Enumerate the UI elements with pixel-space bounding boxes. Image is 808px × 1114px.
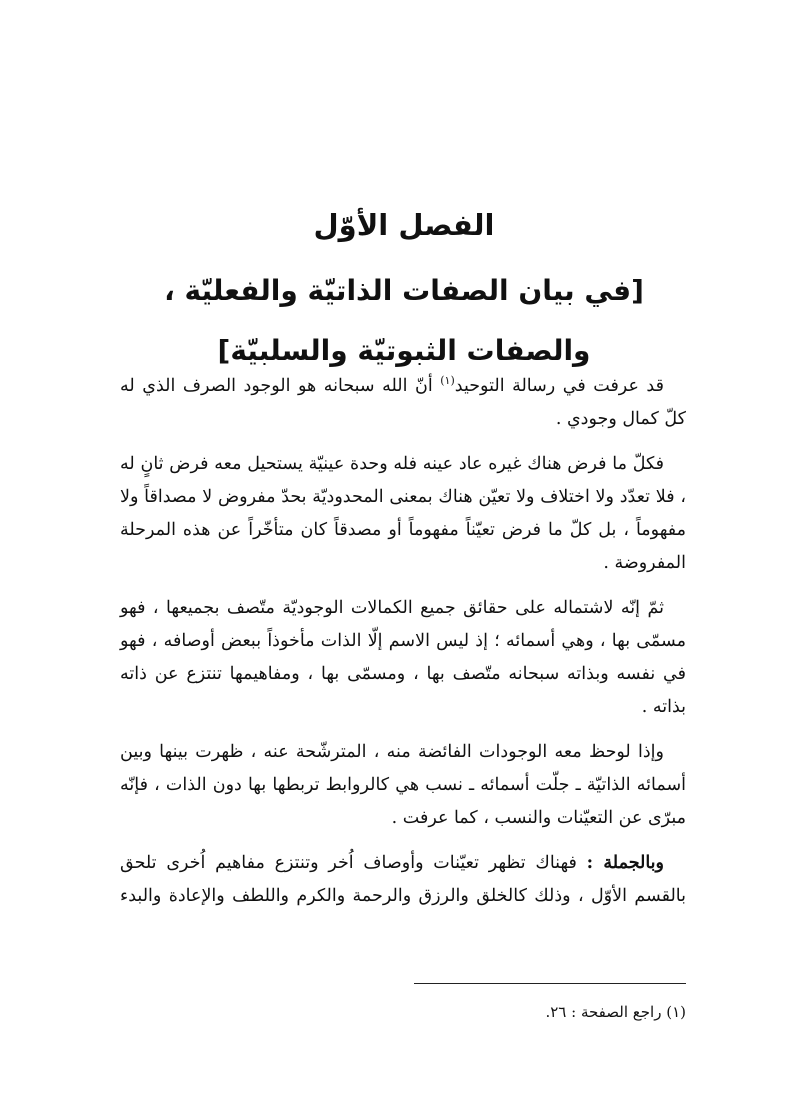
paragraph-1-text-end: أنّ الله سبحانه هو الوجود الصرف الذي له كلّ كمال وجودي . — [120, 376, 686, 429]
paragraph-2: فكلّ ما فرض هناك غيره عاد عينه فله وحدة عينيّة يستحيل معه فرض ثانٍ له ، فلا تعدّد ولا اختلاف ولا تعيّن هناك بمعنى المحدوديّة بحدّ مفروض لا مصداقاً ولا مفهوماً ، بل كلّ ما فرض تعيّناً مفهوماً أو مصدقاً كان متأخّراً عن هذه المرحلة المفروضة . — [120, 454, 686, 573]
paragraph-4: وإذا لوحظ معه الوجودات الفائضة منه ، المترشّحة عنه ، ظهرت بينها وبين أسمائه الذاتيّة ـ جلّت أسمائه ـ نسب هي كالروابط تربطها بها دون الذات ، فإنّه مبرّى عن التعيّنات والنسب ، كما عرفت . — [120, 742, 686, 828]
chapter-subtitle-line-1: [في بيان الصفات الذاتيّة والفعليّة ، — [164, 274, 644, 307]
paragraph-3: ثمّ إنّه لاشتماله على حقائق جميع الكمالات الوجوديّة متّصف بجميعها ، فهو مسمّى بها ، وهي أسمائه ؛ إذ ليس الاسم إلّا الذات مأخوذاً ببعض أوصافه ، فهو في نفسه وبذاته سبحانه متّصف بها ، ومسمّى بها ، ومفاهيمها تنتزع عن ذاته بذاته . — [120, 598, 686, 717]
paragraph-5 — [120, 847, 686, 913]
footnote-divider — [414, 983, 686, 984]
paragraph-5-lead: وبالجملة : — [586, 853, 664, 873]
footnote-text: راجع الصفحة : ٢٦. — [545, 1003, 667, 1021]
paragraph-1 — [120, 370, 686, 436]
footnote — [120, 1000, 686, 1024]
body-text — [120, 370, 686, 913]
chapter-title: الفصل الأوّل — [313, 208, 495, 242]
footnote-reference: (١) — [440, 374, 455, 388]
footnote-marker: (١) — [666, 1003, 686, 1021]
paragraph-5-text: فهناك تظهر تعيّنات وأوصاف اُخر وتنتزع مفاهيم اُخرى تلحق بالقسم الأوّل ، وذلك كالخلق والرزق والرحمة والكرم واللطف والإعادة والبدء — [120, 853, 686, 906]
chapter-subtitle-line-2: والصفات الثبوتيّة والسلبيّة] — [217, 334, 591, 367]
paragraph-1-text-start: قد عرفت في رسالة التوحيد — [454, 376, 664, 396]
